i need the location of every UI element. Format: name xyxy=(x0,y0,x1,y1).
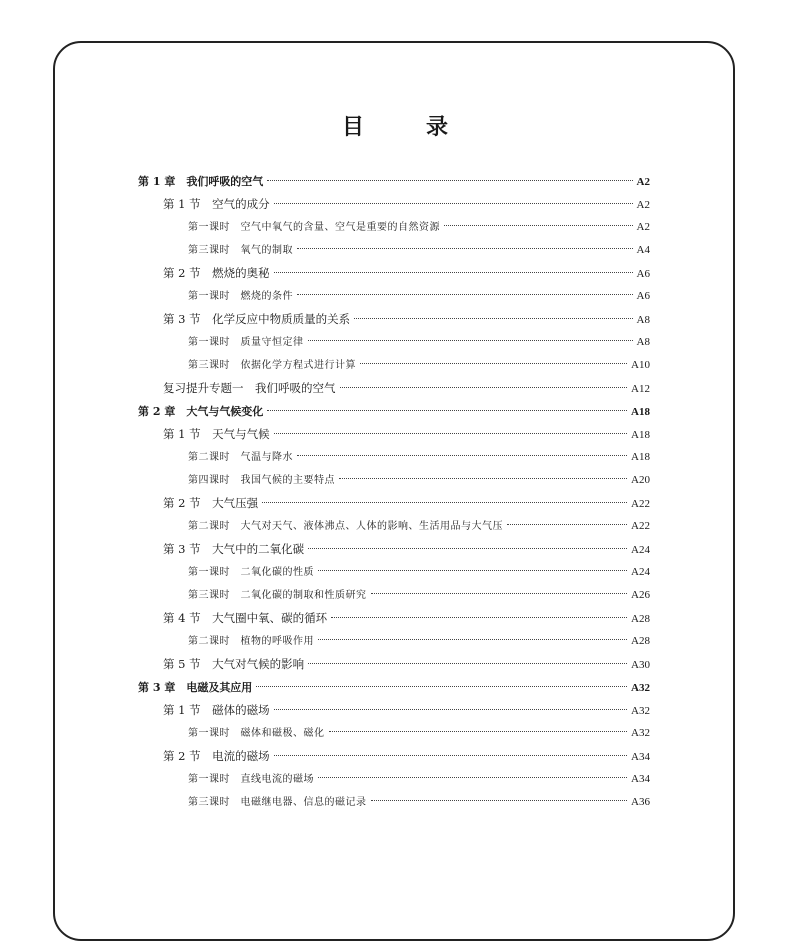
dot-leader xyxy=(329,731,628,732)
toc-entry[interactable] xyxy=(138,722,650,745)
dot-leader xyxy=(354,318,632,319)
toc-entry-label: 第二课时 大气对天气、液体沸点、人体的影响、生活用品与大气压 xyxy=(188,521,503,532)
dot-leader xyxy=(371,800,628,801)
toc-entry[interactable] xyxy=(138,170,650,193)
toc-entry[interactable] xyxy=(138,469,650,492)
toc-entry-label: 第 2 节 燃烧的奥秘 xyxy=(163,266,270,280)
toc-entry-page: A32 xyxy=(631,682,650,694)
toc-entry-page: A2 xyxy=(636,199,650,211)
dot-leader xyxy=(318,639,627,640)
toc-entry-label: 第四课时 我国气候的主要特点 xyxy=(188,475,335,486)
dot-leader xyxy=(297,455,627,456)
toc-entry-label: 第三课时 依据化学方程式进行计算 xyxy=(188,360,356,371)
toc-entry[interactable] xyxy=(138,492,650,515)
toc-entry-label: 第三课时 氧气的制取 xyxy=(188,245,293,256)
toc-entry-label: 第 2 章 大气与气候变化 xyxy=(138,405,264,418)
toc-entry[interactable] xyxy=(138,768,650,791)
toc-entry-page: A36 xyxy=(631,796,650,808)
toc-entry-label: 复习提升专题一 我们呼吸的空气 xyxy=(163,381,336,395)
toc-entry[interactable] xyxy=(138,538,650,561)
dot-leader xyxy=(262,502,627,503)
dot-leader xyxy=(371,593,628,594)
toc-entry-page: A18 xyxy=(631,451,650,463)
toc-entry[interactable] xyxy=(138,216,650,239)
toc-entry-page: A28 xyxy=(631,613,650,625)
toc-entry-page: A6 xyxy=(636,290,650,302)
toc-entry-page: A22 xyxy=(631,520,650,532)
toc-entry-label: 第一课时 二氧化碳的性质 xyxy=(188,567,314,578)
dot-leader xyxy=(308,340,633,341)
toc-entry[interactable] xyxy=(138,262,650,285)
toc-entry-page: A24 xyxy=(631,544,650,556)
table-of-contents xyxy=(138,170,650,814)
toc-entry-page: A8 xyxy=(636,314,650,326)
toc-entry-label: 第一课时 质量守恒定律 xyxy=(188,337,304,348)
toc-entry-page: A26 xyxy=(631,589,650,601)
toc-entry-page: A2 xyxy=(636,176,650,188)
toc-entry[interactable] xyxy=(138,630,650,653)
toc-entry-page: A24 xyxy=(631,566,650,578)
toc-entry[interactable] xyxy=(138,400,650,423)
page-title: 目 录 xyxy=(341,114,468,140)
toc-entry-page: A34 xyxy=(631,773,650,785)
toc-entry-page: A18 xyxy=(631,406,650,418)
toc-entry[interactable] xyxy=(138,308,650,331)
dot-leader xyxy=(308,663,627,664)
dot-leader xyxy=(340,387,628,388)
toc-entry-label: 第 3 节 大气中的二氧化碳 xyxy=(163,542,305,556)
toc-entry-label: 第 5 节 大气对气候的影响 xyxy=(163,657,305,671)
toc-entry[interactable] xyxy=(138,584,650,607)
toc-entry[interactable] xyxy=(138,745,650,768)
toc-entry[interactable] xyxy=(138,193,650,216)
toc-entry-page: A10 xyxy=(631,359,650,371)
toc-entry-label: 第 1 节 天气与气候 xyxy=(163,427,270,441)
dot-leader xyxy=(274,203,633,204)
toc-entry-label: 第 1 节 空气的成分 xyxy=(163,197,270,211)
toc-entry-page: A12 xyxy=(631,383,650,395)
toc-entry[interactable] xyxy=(138,515,650,538)
toc-entry-label: 第 4 节 大气圈中氧、碳的循环 xyxy=(163,611,328,625)
dot-leader xyxy=(274,433,627,434)
dot-leader xyxy=(274,755,627,756)
toc-entry[interactable] xyxy=(138,561,650,584)
toc-entry[interactable] xyxy=(138,607,650,630)
toc-entry-label: 第三课时 二氧化碳的制取和性质研究 xyxy=(188,590,367,601)
toc-entry[interactable] xyxy=(138,239,650,262)
toc-entry-page: A28 xyxy=(631,635,650,647)
dot-leader xyxy=(274,709,627,710)
toc-entry-page: A18 xyxy=(631,429,650,441)
toc-entry-label: 第 1 节 磁体的磁场 xyxy=(163,703,270,717)
dot-leader xyxy=(267,410,627,411)
toc-entry-page: A20 xyxy=(631,474,650,486)
dot-leader xyxy=(308,548,627,549)
dot-leader xyxy=(331,617,627,618)
dot-leader xyxy=(274,272,633,273)
toc-entry[interactable] xyxy=(138,354,650,377)
toc-entry[interactable] xyxy=(138,446,650,469)
toc-entry[interactable] xyxy=(138,791,650,814)
toc-entry-label: 第二课时 气温与降水 xyxy=(188,452,293,463)
toc-entry[interactable] xyxy=(138,377,650,400)
toc-entry-label: 第三课时 电磁继电器、信息的磁记录 xyxy=(188,797,367,808)
toc-entry[interactable] xyxy=(138,699,650,722)
toc-entry-page: A8 xyxy=(636,336,650,348)
toc-entry[interactable] xyxy=(138,285,650,308)
toc-entry[interactable] xyxy=(138,676,650,699)
toc-entry-label: 第一课时 燃烧的条件 xyxy=(188,291,293,302)
toc-entry-label: 第 1 章 我们呼吸的空气 xyxy=(138,175,264,188)
toc-entry-label: 第 3 章 电磁及其应用 xyxy=(138,681,253,694)
toc-entry-page: A2 xyxy=(636,221,650,233)
dot-leader xyxy=(297,294,633,295)
toc-entry-label: 第一课时 空气中氧气的含量、空气是重要的自然资源 xyxy=(188,222,440,233)
toc-entry-page: A32 xyxy=(631,727,650,739)
dot-leader xyxy=(339,478,627,479)
dot-leader xyxy=(318,570,627,571)
dot-leader xyxy=(267,180,632,181)
toc-entry-page: A30 xyxy=(631,659,650,671)
toc-entry[interactable] xyxy=(138,423,650,446)
dot-leader xyxy=(507,524,627,525)
toc-entry-page: A6 xyxy=(636,268,650,280)
dot-leader xyxy=(444,225,633,226)
toc-entry-page: A32 xyxy=(631,705,650,717)
toc-entry-label: 第 3 节 化学反应中物质质量的关系 xyxy=(163,312,351,326)
toc-entry-page: A22 xyxy=(631,498,650,510)
toc-entry-label: 第一课时 磁体和磁极、磁化 xyxy=(188,728,325,739)
toc-entry-label: 第二课时 植物的呼吸作用 xyxy=(188,636,314,647)
dot-leader xyxy=(256,686,627,687)
toc-entry-label: 第 2 节 电流的磁场 xyxy=(163,749,270,763)
toc-entry[interactable] xyxy=(138,653,650,676)
dot-leader xyxy=(360,363,627,364)
toc-entry[interactable] xyxy=(138,331,650,354)
toc-entry-label: 第 2 节 大气压强 xyxy=(163,496,259,510)
toc-entry-label: 第一课时 直线电流的磁场 xyxy=(188,774,314,785)
toc-entry-page: A4 xyxy=(636,244,650,256)
toc-entry-page: A34 xyxy=(631,751,650,763)
dot-leader xyxy=(318,777,627,778)
dot-leader xyxy=(297,248,633,249)
